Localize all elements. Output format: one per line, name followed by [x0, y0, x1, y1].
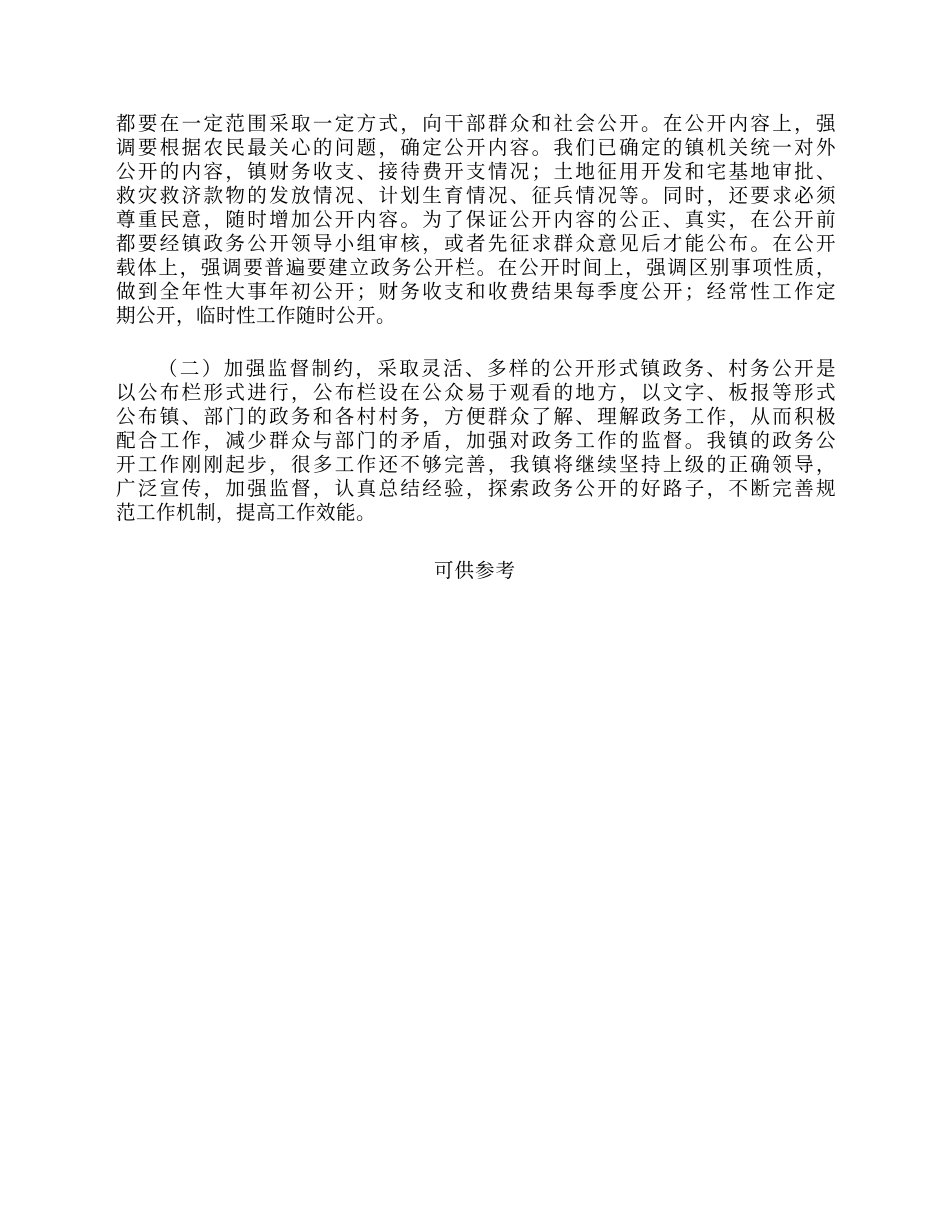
paragraph-line: 都要经镇政务公开领导小组审核，或者先征求群众意见后才能公布。在公开 [116, 232, 836, 255]
paragraph-line-text: （二）加强监督制约，采取灵活、多样的公开形式镇政务、村务公开是 [158, 357, 836, 380]
paragraph-1 [116, 112, 836, 328]
paragraph-line: 做到全年性大事年初公开；财务收支和收费结果每季度公开；经常性工作定 [116, 280, 836, 303]
paragraph-line: 范工作机制，提高工作效能。 [116, 501, 377, 524]
paragraph-line: 广泛宣传，加强监督，认真总结经验，探索政务公开的好路子，不断完善规 [116, 477, 836, 500]
paragraph-line: 以公布栏形式进行，公布栏设在公众易于观看的地方，以文字、板报等形式 [116, 381, 836, 404]
paragraph-line-indented [116, 357, 836, 381]
paragraph-line: 开工作刚刚起步，很多工作还不够完善，我镇将继续坚持上级的正确领导， [116, 453, 836, 476]
paragraph-line: 公布镇、部门的政务和各村村务，方便群众了解、理解政务工作，从而积极 [116, 405, 836, 428]
paragraph-2 [116, 357, 836, 525]
paragraph-line: 配合工作，减少群众与部门的矛盾，加强对政务工作的监督。我镇的政务公 [116, 429, 836, 452]
paragraph-line: 期公开，临时性工作随时公开。 [116, 304, 397, 327]
paragraph-line: 救灾救济款物的发放情况、计划生育情况、征兵情况等。同时，还要求必须 [116, 184, 836, 207]
paragraph-line: 载体上，强调要普遍要建立政务公开栏。在公开时间上，强调区别事项性质， [116, 256, 836, 279]
paragraph-line: 公开的内容，镇财务收支、接待费开支情况；土地征用开发和宅基地审批、 [116, 160, 836, 183]
footer-note: 可供参考 [433, 559, 516, 582]
paragraph-line: 尊重民意，随时增加公开内容。为了保证公开内容的公正、真实，在公开前 [116, 208, 836, 231]
paragraph-line: 都要在一定范围采取一定方式，向干部群众和社会公开。在公开内容上，强 [116, 112, 836, 135]
paragraph-line: 调要根据农民最关心的问题，确定公开内容。我们已确定的镇机关统一对外 [116, 136, 836, 159]
